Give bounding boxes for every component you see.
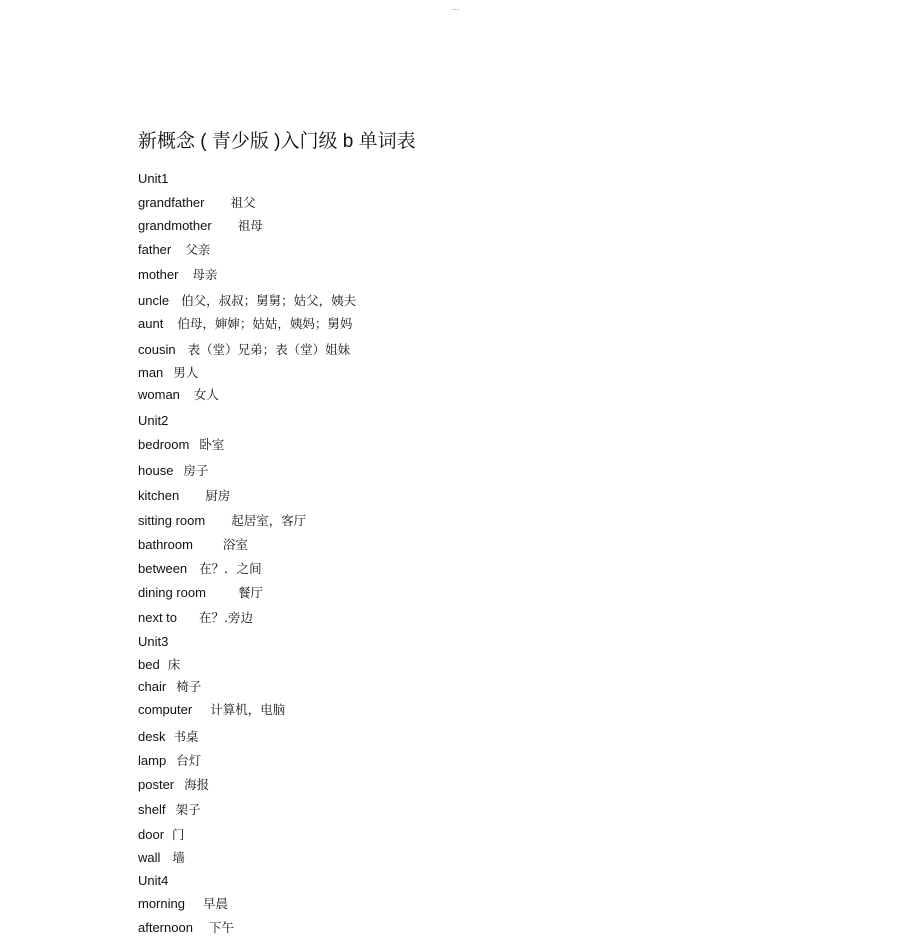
vocab-meaning: 父亲 [185, 242, 211, 257]
vocab-entry [138, 241, 210, 259]
vocab-meaning: 母亲 [192, 267, 218, 282]
vocab-meaning: 在？．之间 [199, 561, 262, 576]
vocab-entry [138, 560, 262, 578]
vocab-entry [138, 341, 350, 359]
unit-heading-label: Unit3 [138, 634, 169, 649]
vocab-word: poster [138, 777, 175, 792]
vocab-meaning: 床 [167, 657, 181, 672]
vocab-word: sitting room [138, 513, 206, 528]
unit-heading [138, 170, 168, 188]
vocab-word: man [138, 365, 164, 380]
vocab-word: bathroom [138, 537, 193, 552]
vocab-word: computer [138, 702, 193, 717]
vocab-entry [138, 194, 256, 212]
vocab-entry [138, 701, 285, 719]
vocab-word: shelf [138, 802, 166, 817]
vocab-entry [138, 826, 185, 844]
vocab-word: kitchen [138, 488, 180, 503]
unit-heading-label: Unit4 [138, 873, 169, 888]
vocab-entry [138, 292, 356, 310]
unit-heading [138, 872, 168, 890]
vocab-meaning: 房子 [183, 463, 209, 478]
vocab-entry [138, 776, 209, 794]
vocab-word: house [138, 463, 174, 478]
vocab-meaning: 架子 [175, 802, 201, 817]
vocab-word: grandfather [138, 195, 205, 210]
vocab-meaning: 墙 [172, 850, 185, 865]
vocab-entry [138, 752, 201, 770]
vocab-entry [138, 919, 234, 937]
vocab-word: father [138, 242, 172, 257]
vocab-entry [138, 364, 198, 382]
vocab-meaning: 椅子 [176, 679, 202, 694]
vocab-meaning: 书桌 [173, 729, 199, 744]
vocab-meaning: 伯母，婶婶；姑姑，姨妈；舅妈 [177, 316, 353, 331]
vocab-meaning: 卧室 [199, 437, 225, 452]
vocab-word: next to [138, 610, 178, 625]
vocab-entry [138, 801, 200, 819]
vocab-entry [138, 609, 253, 627]
vocab-entry [138, 436, 224, 454]
vocab-word: dining room [138, 585, 206, 600]
vocab-entry [138, 512, 306, 530]
unit-heading [138, 633, 168, 651]
vocab-word: cousin [138, 342, 176, 357]
vocab-meaning: 祖父 [230, 195, 256, 210]
vocab-meaning: 男人 [173, 365, 199, 380]
vocab-word: bedroom [138, 437, 190, 452]
document-title: 新概念 ( 青少版 )入门级 b 单词表 [138, 131, 416, 152]
vocab-entry [138, 584, 263, 602]
vocab-meaning: 计算机，电脑 [210, 702, 286, 717]
vocab-meaning: 海报 [184, 777, 210, 792]
vocab-entry [138, 462, 208, 480]
vocab-word: door [138, 827, 165, 842]
vocab-meaning: 餐厅 [237, 585, 263, 600]
vocab-entry [138, 386, 219, 404]
vocab-entry [138, 536, 248, 554]
vocab-entry [138, 217, 263, 235]
vocab-meaning: 门 [172, 827, 185, 842]
vocab-meaning: 伯父，叔叔；舅舅；姑父，姨夫 [181, 293, 357, 308]
vocab-word: afternoon [138, 920, 193, 935]
vocab-meaning: 厨房 [205, 488, 231, 503]
vocab-word: woman [138, 387, 180, 402]
vocab-meaning: 在？.旁边 [199, 610, 254, 625]
vocab-entry [138, 678, 201, 696]
vocab-meaning: 起居室，客厅 [231, 513, 307, 528]
vocab-entry [138, 849, 185, 867]
vocab-word: chair [138, 679, 167, 694]
vocab-word: lamp [138, 753, 167, 768]
vocab-entry [138, 487, 230, 505]
vocab-entry [138, 315, 352, 333]
unit-heading [138, 412, 168, 430]
vocab-word: mother [138, 267, 179, 282]
page-header-mark: ... [452, 2, 460, 12]
unit-heading-label: Unit1 [138, 171, 169, 186]
vocab-meaning: 台灯 [176, 753, 202, 768]
unit-heading-label: Unit2 [138, 413, 169, 428]
vocab-word: desk [138, 729, 166, 744]
vocab-meaning: 祖母 [237, 218, 263, 233]
vocab-word: uncle [138, 293, 170, 308]
vocab-meaning: 表（堂）兄弟；表（堂）姐妹 [187, 342, 351, 357]
vocab-word: morning [138, 896, 185, 911]
vocab-word: bed [138, 657, 160, 672]
vocab-word: aunt [138, 316, 164, 331]
vocab-meaning: 浴室 [222, 537, 248, 552]
vocab-meaning: 早晨 [202, 896, 228, 911]
vocab-meaning: 下午 [208, 920, 234, 935]
vocab-entry [138, 656, 180, 674]
vocab-word: grandmother [138, 218, 212, 233]
vocab-meaning: 女人 [193, 387, 219, 402]
vocab-entry [138, 895, 228, 913]
vocab-word: wall [138, 850, 161, 865]
vocab-entry [138, 728, 198, 746]
vocab-entry [138, 266, 217, 284]
vocab-word: between [138, 561, 188, 576]
